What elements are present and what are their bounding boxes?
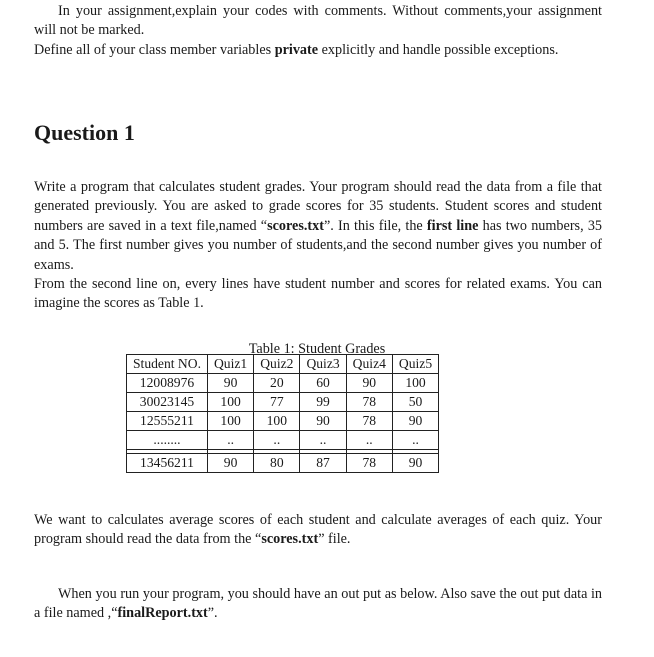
cell-quiz2: 77 [254,393,300,412]
cell-quiz5: 100 [392,374,438,393]
cell-ellipsis: .. [392,431,438,450]
cell-student-no: 13456211 [127,454,208,473]
cell-quiz5: 50 [392,393,438,412]
question-body [34,178,602,314]
intro-section [34,2,602,60]
cell-ellipsis: .. [254,431,300,450]
intro-private-keyword: private [274,41,319,58]
output-section [34,585,602,624]
averages-section [34,511,602,550]
cell-quiz1: 100 [207,393,253,412]
averages-text-b: ” file. [318,531,351,548]
averages-filename: scores.txt [261,531,319,548]
cell-ellipsis: ........ [127,431,208,450]
cell-ellipsis: .. [207,431,253,450]
header-quiz1: Quiz1 [207,355,253,374]
output-filename: finalReport.txt [117,605,208,622]
q1-filename: scores.txt [267,217,324,234]
header-quiz5: Quiz5 [392,355,438,374]
cell-quiz4: 78 [346,454,392,473]
header-student-no: Student NO. [127,355,208,374]
question-paragraph-1 [34,178,602,275]
output-text-a: When you run your program, you should have an out put as below. Also save the out put data in a file named ,“ [34,586,602,622]
question-title: Question 1 [34,120,135,145]
q1-text-a: Write a program that calculates student grades. Your program should read the data from a file that generated previously. You are asked to grade scores for 35 students. Student scores and student numbers are saved in a text file,named “ [34,179,602,234]
cell-quiz4: 90 [346,374,392,393]
cell-quiz2: 20 [254,374,300,393]
cell-quiz2: 100 [254,412,300,431]
cell-quiz4: 78 [346,393,392,412]
q1-text-b: ”. In this file, the [323,217,427,234]
intro-private-text-post: explicitly and handle possible exceptions. [318,41,559,58]
cell-quiz5: 90 [392,454,438,473]
header-quiz2: Quiz2 [254,355,300,374]
cell-student-no: 12008976 [127,374,208,393]
cell-quiz3: 99 [300,393,346,412]
cell-quiz1: 100 [207,412,253,431]
cell-quiz3: 87 [300,454,346,473]
cell-quiz4: 78 [346,412,392,431]
averages-paragraph [34,511,602,550]
intro-private-rule [34,41,602,60]
table-caption-text: Table 1: Student Grades [248,341,386,357]
cell-quiz3: 60 [300,374,346,393]
cell-student-no: 30023145 [127,393,208,412]
table-row [127,374,439,393]
table-ellipsis-row [127,431,439,450]
cell-quiz1: 90 [207,374,253,393]
cell-quiz2: 80 [254,454,300,473]
header-quiz3: Quiz3 [300,355,346,374]
intro-comment-rule [34,2,602,41]
cell-quiz3: 90 [300,412,346,431]
cell-ellipsis: .. [346,431,392,450]
output-text-b: ”. [207,605,218,622]
averages-text-a: We want to calculates average scores of each student and calculate averages of each quiz. Your program should read the data from the “ [34,512,602,548]
intro-private-text-pre: Define all of your class member variables [34,41,275,58]
table-row [127,393,439,412]
intro-comment-text: In your assignment,explain your codes with comments. Without comments,your assignment will not be marked. [34,3,602,39]
q1-text-c: has two numbers, 35 and 5. The first number gives you number of students,and the second number gives you number of exams. [34,217,603,273]
table-row [127,412,439,431]
student-grades-table [126,354,439,473]
cell-ellipsis: .. [300,431,346,450]
question-paragraph-2: From the second line on, every lines have student number and scores for related exams. You can imagine the scores as Table 1. [34,276,602,312]
table-header-row [127,355,439,374]
table-row [127,454,439,473]
header-quiz4: Quiz4 [346,355,392,374]
q1-first-line-keyword: first line [426,217,479,234]
cell-student-no: 12555211 [127,412,208,431]
output-paragraph [34,585,602,624]
cell-quiz5: 90 [392,412,438,431]
cell-quiz1: 90 [207,454,253,473]
